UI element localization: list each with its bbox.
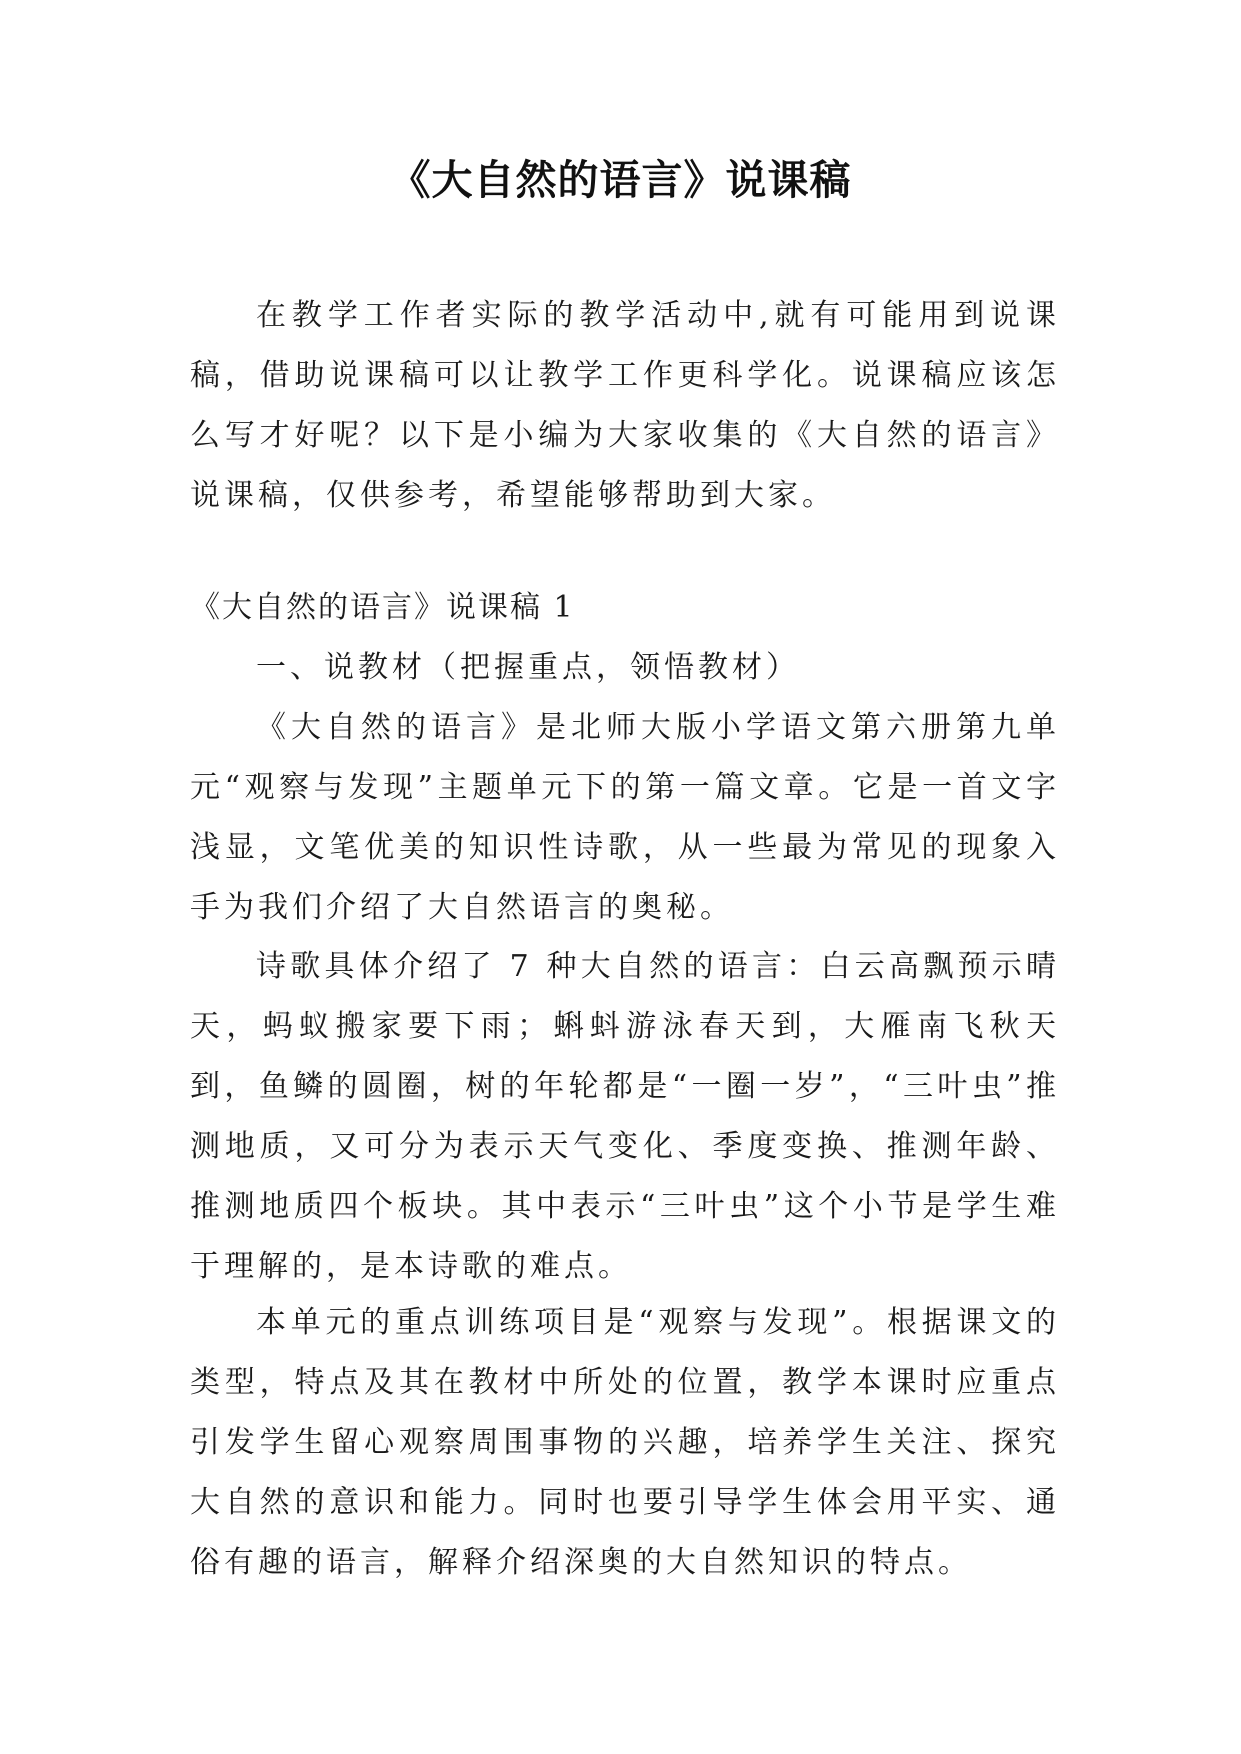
body-paragraph: 本单元的重点训练项目是“观察与发现”。根据课文的类型，特点及其在教材中所处的位置，教学本课时应重点引发学生留心观察周围事物的兴趣，培养学生关注、探究大自然的意识和能力。同时也要引导学生体会用平实、通俗有趣的语言，解释介绍深奥的大自然知识的特点。: [190, 1305, 1060, 1580]
sub-heading: 一、说教材（把握重点，领悟教材）: [256, 650, 800, 685]
body-paragraph: 诗歌具体介绍了 7 种大自然的语言：白云高飘预示晴天，蚂蚁搬家要下雨；蝌蚪游泳春天到，大雁南飞秋天到，鱼鳞的圆圈，树的年轮都是“一圈一岁”，“三叶虫”推测地质，又可分为表示天气变化、季度变换、推测年龄、推测地质四个板块。其中表示“三叶虫”这个小节是学生难于理解的，是本诗歌的难点。: [190, 949, 1060, 1284]
intro-paragraph: 在教学工作者实际的教学活动中,就有可能用到说课稿，借助说课稿可以让教学工作更科学化。说课稿应该怎么写才好呢？以下是小编为大家收集的《大自然的语言》说课稿，仅供参考，希望能够帮助到大家。: [190, 298, 1060, 513]
document-title: 《大自然的语言》说课稿: [389, 156, 852, 204]
section-heading: 《大自然的语言》说课稿 1: [190, 590, 575, 625]
body-paragraph: 《大自然的语言》是北师大版小学语文第六册第九单元“观察与发现”主题单元下的第一篇文章。它是一首文字浅显，文笔优美的知识性诗歌，从一些最为常见的现象入手为我们介绍了大自然语言的奥秘。: [190, 710, 1060, 925]
